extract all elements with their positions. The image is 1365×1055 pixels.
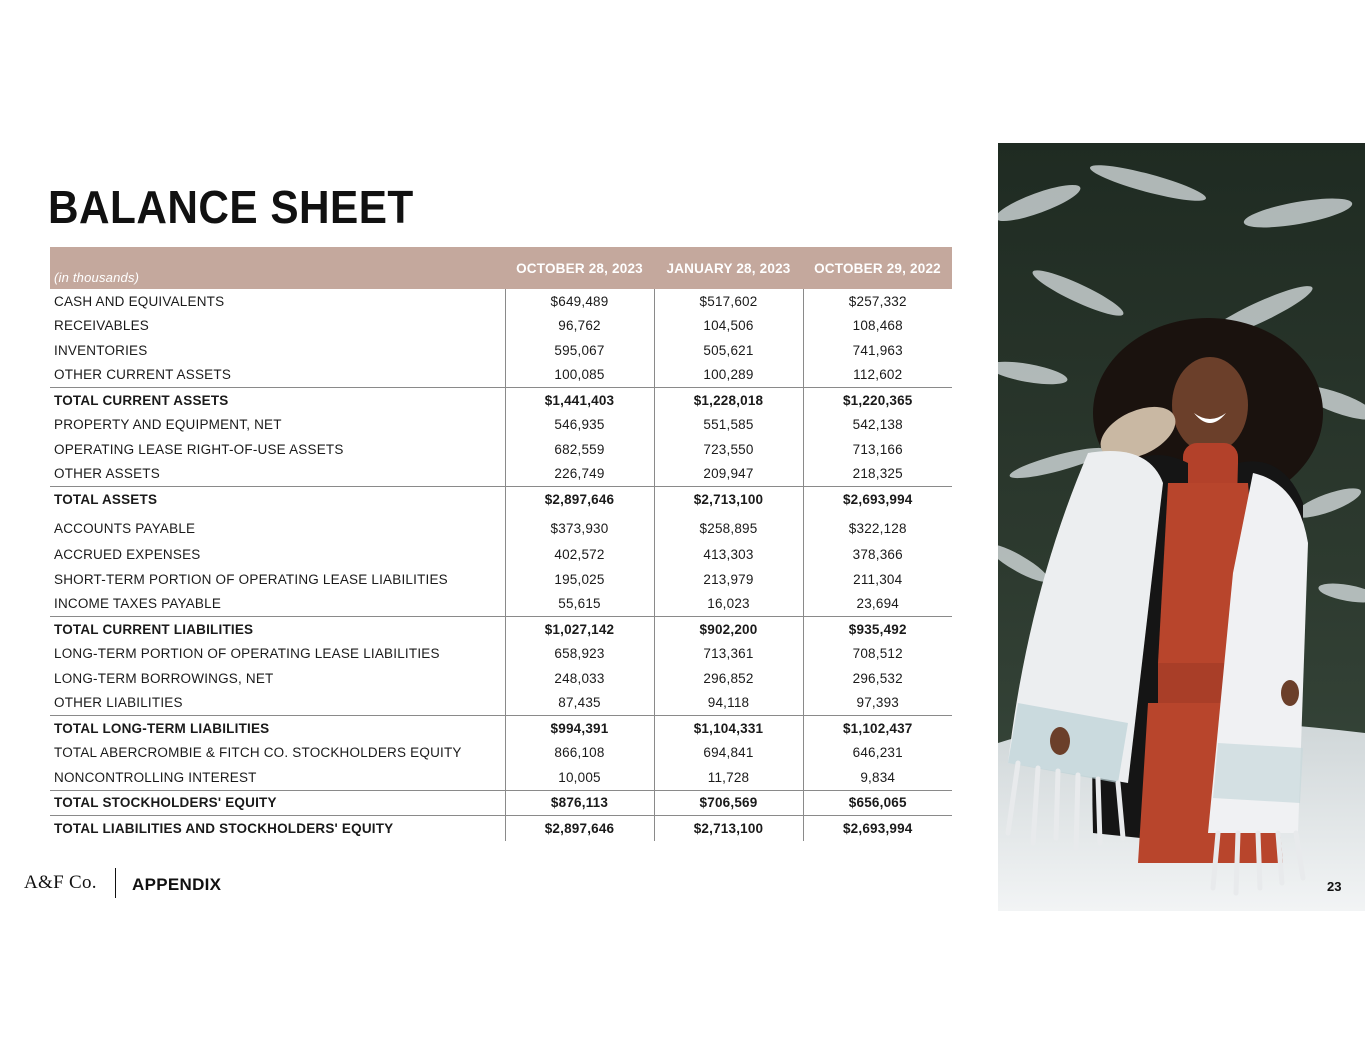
row-value: 551,585 [654, 413, 803, 438]
row-value: 658,923 [505, 642, 654, 667]
row-value: $935,492 [803, 617, 952, 642]
row-value: 741,963 [803, 338, 952, 363]
column-header-oct-2023: OCTOBER 28, 2023 [505, 247, 654, 289]
balance-sheet-table [50, 247, 952, 841]
table-row [50, 765, 952, 790]
row-value: 55,615 [505, 592, 654, 617]
table-row [50, 666, 952, 691]
row-value: 10,005 [505, 765, 654, 790]
row-value: 100,289 [654, 363, 803, 388]
row-value: $2,693,994 [803, 816, 952, 841]
row-value: $876,113 [505, 790, 654, 816]
row-label: TOTAL LONG-TERM LIABILITIES [50, 716, 505, 741]
row-value: $994,391 [505, 716, 654, 741]
row-value: 708,512 [803, 642, 952, 667]
table-row [50, 363, 952, 388]
row-value: $902,200 [654, 617, 803, 642]
row-value: $649,489 [505, 289, 654, 314]
row-value: 248,033 [505, 666, 654, 691]
row-label: OPERATING LEASE RIGHT-OF-USE ASSETS [54, 441, 344, 457]
table-row [50, 617, 952, 642]
table-row [50, 462, 952, 487]
row-label: NONCONTROLLING INTEREST [54, 769, 257, 785]
row-value: 595,067 [505, 338, 654, 363]
table-row [50, 512, 952, 543]
photo-woman-in-snow [998, 143, 1365, 911]
row-label: OTHER LIABILITIES [54, 695, 183, 711]
row-value: 97,393 [803, 691, 952, 716]
row-value: $257,332 [803, 289, 952, 314]
row-value: 542,138 [803, 413, 952, 438]
table-row [50, 816, 952, 841]
row-value: 9,834 [803, 765, 952, 790]
row-value: 296,852 [654, 666, 803, 691]
footer-divider [115, 868, 116, 898]
row-label: OTHER CURRENT ASSETS [54, 367, 232, 383]
row-value: 96,762 [505, 314, 654, 339]
row-value: $656,065 [803, 790, 952, 816]
row-value: 11,728 [654, 765, 803, 790]
table-row [50, 388, 952, 413]
row-value: 195,025 [505, 567, 654, 592]
row-label: TOTAL CURRENT LIABILITIES [50, 617, 505, 642]
table-row [50, 642, 952, 667]
row-value: $2,713,100 [654, 487, 803, 512]
row-value: $1,102,437 [803, 716, 952, 741]
table-row [50, 691, 952, 716]
af-co-logo: A&F Co. [24, 872, 97, 893]
page-number: 23 [1327, 879, 1342, 894]
row-value: $2,897,646 [505, 487, 654, 512]
row-label: ACCRUED EXPENSES [54, 547, 201, 563]
table-row [50, 487, 952, 512]
row-value: $258,895 [654, 512, 803, 543]
row-value: 866,108 [505, 741, 654, 766]
row-label: OTHER ASSETS [54, 466, 160, 482]
row-value: 213,979 [654, 567, 803, 592]
row-value: 546,935 [505, 413, 654, 438]
row-value: 694,841 [654, 741, 803, 766]
row-value: 209,947 [654, 462, 803, 487]
row-value: $1,027,142 [505, 617, 654, 642]
row-value: 713,166 [803, 437, 952, 462]
row-value: 100,085 [505, 363, 654, 388]
row-value: 218,325 [803, 462, 952, 487]
row-value: 682,559 [505, 437, 654, 462]
units-label: (in thousands) [50, 247, 505, 289]
row-value: 713,361 [654, 642, 803, 667]
row-label: TOTAL ASSETS [50, 487, 505, 512]
row-label: TOTAL STOCKHOLDERS' EQUITY [50, 790, 505, 816]
row-value: $1,441,403 [505, 388, 654, 413]
table-row [50, 413, 952, 438]
row-label: TOTAL ABERCROMBIE & FITCH CO. STOCKHOLDERS EQUITY [54, 745, 462, 761]
table-row [50, 567, 952, 592]
row-value: $2,693,994 [803, 487, 952, 512]
row-value: $706,569 [654, 790, 803, 816]
column-header-oct-2022: OCTOBER 29, 2022 [803, 247, 952, 289]
table-row [50, 314, 952, 339]
row-label: TOTAL LIABILITIES AND STOCKHOLDERS' EQUITY [50, 816, 505, 841]
row-value: 87,435 [505, 691, 654, 716]
footer-section-label: APPENDIX [132, 875, 222, 894]
row-value: 378,366 [803, 543, 952, 568]
row-value: 104,506 [654, 314, 803, 339]
row-value: $517,602 [654, 289, 803, 314]
row-label: INCOME TAXES PAYABLE [54, 596, 222, 612]
row-value: 723,550 [654, 437, 803, 462]
row-value: $1,220,365 [803, 388, 952, 413]
table-row [50, 592, 952, 617]
row-label: RECEIVABLES [54, 318, 149, 334]
balance-sheet-table-container [50, 247, 952, 841]
table-row [50, 543, 952, 568]
column-header-jan-2023: JANUARY 28, 2023 [654, 247, 803, 289]
row-value: 211,304 [803, 567, 952, 592]
row-label: TOTAL CURRENT ASSETS [50, 388, 505, 413]
row-label: LONG-TERM PORTION OF OPERATING LEASE LIABILITIES [54, 646, 440, 662]
table-row [50, 437, 952, 462]
row-value: 23,694 [803, 592, 952, 617]
row-value: 226,749 [505, 462, 654, 487]
row-label: SHORT-TERM PORTION OF OPERATING LEASE LIABILITIES [54, 571, 448, 587]
row-value: 94,118 [654, 691, 803, 716]
table-row [50, 790, 952, 816]
row-value: 112,602 [803, 363, 952, 388]
row-value: 108,468 [803, 314, 952, 339]
page-title: BALANCE SHEET [48, 181, 414, 233]
row-label: PROPERTY AND EQUIPMENT, NET [54, 417, 282, 433]
row-value: $1,104,331 [654, 716, 803, 741]
table-row [50, 716, 952, 741]
row-label: ACCOUNTS PAYABLE [54, 520, 196, 536]
row-value: 646,231 [803, 741, 952, 766]
row-value: $2,897,646 [505, 816, 654, 841]
row-value: $2,713,100 [654, 816, 803, 841]
table-row [50, 289, 952, 314]
row-value: $373,930 [505, 512, 654, 543]
row-value: 413,303 [654, 543, 803, 568]
row-label: LONG-TERM BORROWINGS, NET [54, 670, 274, 686]
table-row [50, 338, 952, 363]
row-value: 402,572 [505, 543, 654, 568]
row-value: 296,532 [803, 666, 952, 691]
table-row [50, 741, 952, 766]
table-header-row [50, 247, 952, 289]
row-label: INVENTORIES [54, 342, 148, 358]
row-value: 505,621 [654, 338, 803, 363]
row-value: $1,228,018 [654, 388, 803, 413]
row-label: CASH AND EQUIVALENTS [54, 293, 225, 309]
row-value: 16,023 [654, 592, 803, 617]
row-value: $322,128 [803, 512, 952, 543]
